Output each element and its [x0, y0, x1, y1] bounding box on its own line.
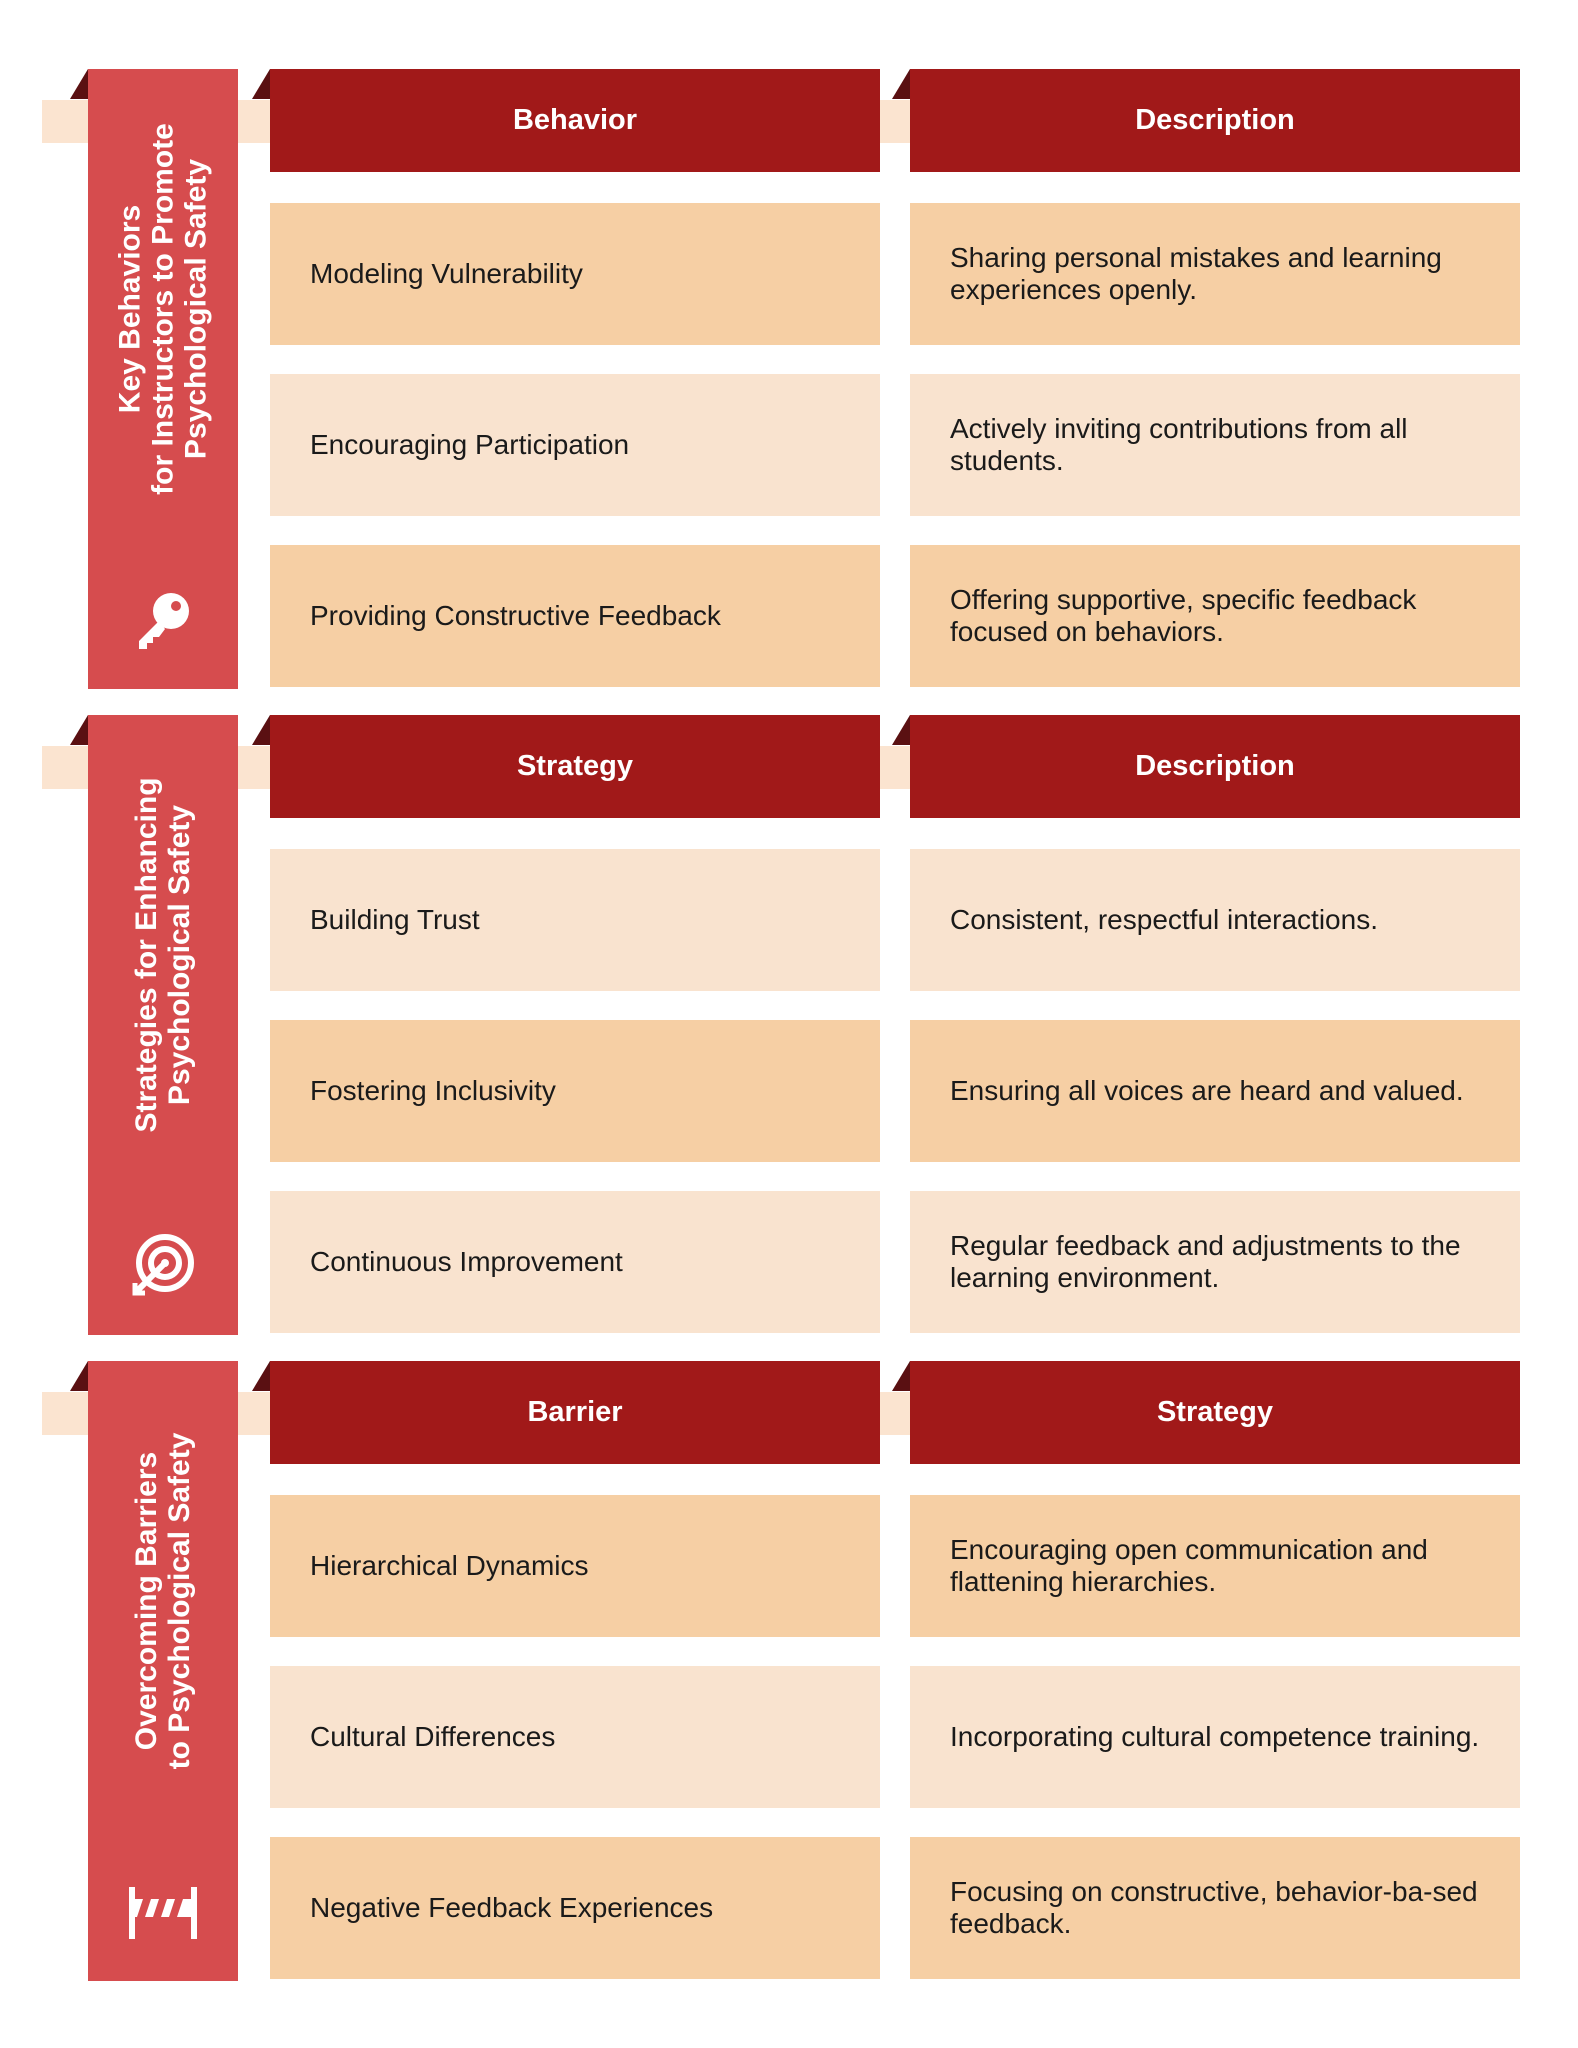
section-key-behaviors — [0, 69, 1578, 689]
fold-decoration — [252, 69, 270, 99]
table-cell: Ensuring all voices are heard and valued. — [910, 1020, 1520, 1162]
fold-decoration — [892, 715, 910, 745]
table-cell: Offering supportive, specific feedback focused on behaviors. — [910, 545, 1520, 687]
key-icon — [125, 581, 201, 657]
column-header: Description — [910, 69, 1520, 172]
table-cell: Incorporating cultural competence training. — [910, 1666, 1520, 1808]
table-cell: Modeling Vulnerability — [270, 203, 880, 345]
table-cell: Sharing personal mistakes and learning experiences openly. — [910, 203, 1520, 345]
table-cell: Hierarchical Dynamics — [270, 1495, 880, 1637]
table-cell: Encouraging open communication and flattening hierarchies. — [910, 1495, 1520, 1637]
fold-decoration — [70, 69, 88, 99]
section-barriers — [0, 1361, 1578, 1981]
table-cell: Providing Constructive Feedback — [270, 545, 880, 687]
table-cell: Consistent, respectful interactions. — [910, 849, 1520, 991]
fold-decoration — [252, 715, 270, 745]
table-cell: Continuous Improvement — [270, 1191, 880, 1333]
section-sidebar — [88, 1361, 238, 1981]
target-icon — [125, 1227, 201, 1303]
table-cell: Fostering Inclusivity — [270, 1020, 880, 1162]
table-cell: Regular feedback and adjustments to the learning environment. — [910, 1191, 1520, 1333]
section-sidebar — [88, 69, 238, 689]
column-header: Description — [910, 715, 1520, 818]
section-title: Key Behaviors for Instructors to Promote Psychological Safety — [113, 123, 213, 495]
fold-decoration — [70, 715, 88, 745]
section-title: Overcoming Barriers to Psychological Safety — [130, 1432, 196, 1770]
column-header: Strategy — [270, 715, 880, 818]
section-sidebar — [88, 715, 238, 1335]
table-cell: Building Trust — [270, 849, 880, 991]
table-cell: Negative Feedback Experiences — [270, 1837, 880, 1979]
barrier-icon — [125, 1873, 201, 1949]
table-cell: Cultural Differences — [270, 1666, 880, 1808]
fold-decoration — [70, 1361, 88, 1391]
column-header: Strategy — [910, 1361, 1520, 1464]
section-strategies — [0, 715, 1578, 1335]
column-header: Behavior — [270, 69, 880, 172]
fold-decoration — [252, 1361, 270, 1391]
table-cell: Focusing on constructive, behavior-ba-sed feedback. — [910, 1837, 1520, 1979]
fold-decoration — [892, 1361, 910, 1391]
table-cell: Actively inviting contributions from all students. — [910, 374, 1520, 516]
section-title: Strategies for Enhancing Psychological Safety — [130, 777, 196, 1133]
column-header: Barrier — [270, 1361, 880, 1464]
fold-decoration — [892, 69, 910, 99]
table-cell: Encouraging Participation — [270, 374, 880, 516]
